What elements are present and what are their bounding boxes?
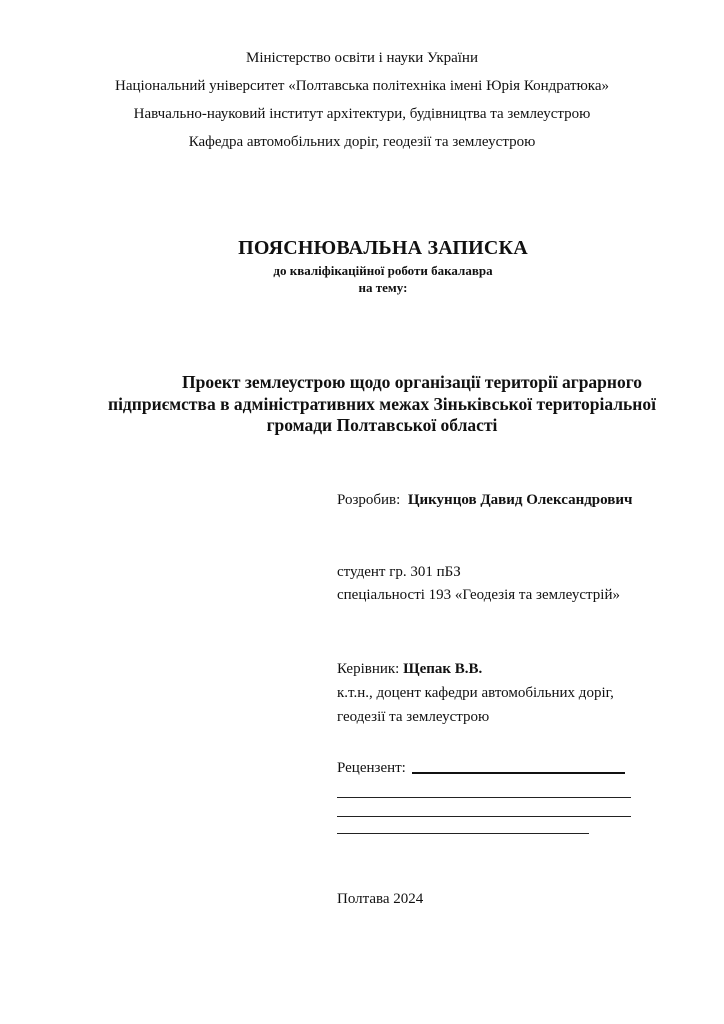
supervisor-position-line-2: геодезії та землеустрою [337,709,490,725]
city-year: Полтава 2024 [337,891,424,907]
reviewer-blank-line-2 [337,816,631,817]
institute-name: Навчально-науковий інститут архітектури, будівництва та землеустрою [133,106,591,122]
ministry-name: Міністерство освіти і науки України [245,50,478,66]
supervisor-row [337,660,482,678]
document-subtitle-topic-label: на тему: [358,280,408,295]
supervisor-position-line-1: к.т.н., доцент кафедри автомобільних доріг, [337,685,614,701]
topic-line-3: громади Полтавської області [266,415,498,435]
topic-line-1: Проект землеустрою щодо організації території аграрного [181,372,643,392]
university-name: Національний університет «Полтавська політехніка імені Юрія Кондратюка» [114,78,609,94]
supervisor-name: Щепак В.В. [403,661,483,677]
document-subtitle: до кваліфікаційної роботи бакалавра [273,263,493,278]
author-row [337,491,632,509]
author-name: Цикунцов Давид Олександрович [407,492,633,508]
topic-line-2: підприємства в адміністративних межах Зіньківської територіальної [107,394,657,414]
reviewer-blank-line-1 [337,797,631,798]
department-name: Кафедра автомобільних доріг, геодезії та землеустрою [188,134,536,150]
author-group: студент гр. 301 пБЗ [337,564,461,580]
author-specialty: спеціальності 193 «Геодезія та землеустрій» [337,587,620,603]
supervisor-label: Керівник: [337,661,400,677]
author-label: Розробив: [337,492,401,508]
reviewer-signature-line [412,772,625,774]
document-title: ПОЯСНЮВАЛЬНА ЗАПИСКА [238,237,528,259]
reviewer-blank-line-3 [337,833,589,834]
reviewer-row [337,759,625,777]
reviewer-label: Рецензент: [337,760,406,776]
